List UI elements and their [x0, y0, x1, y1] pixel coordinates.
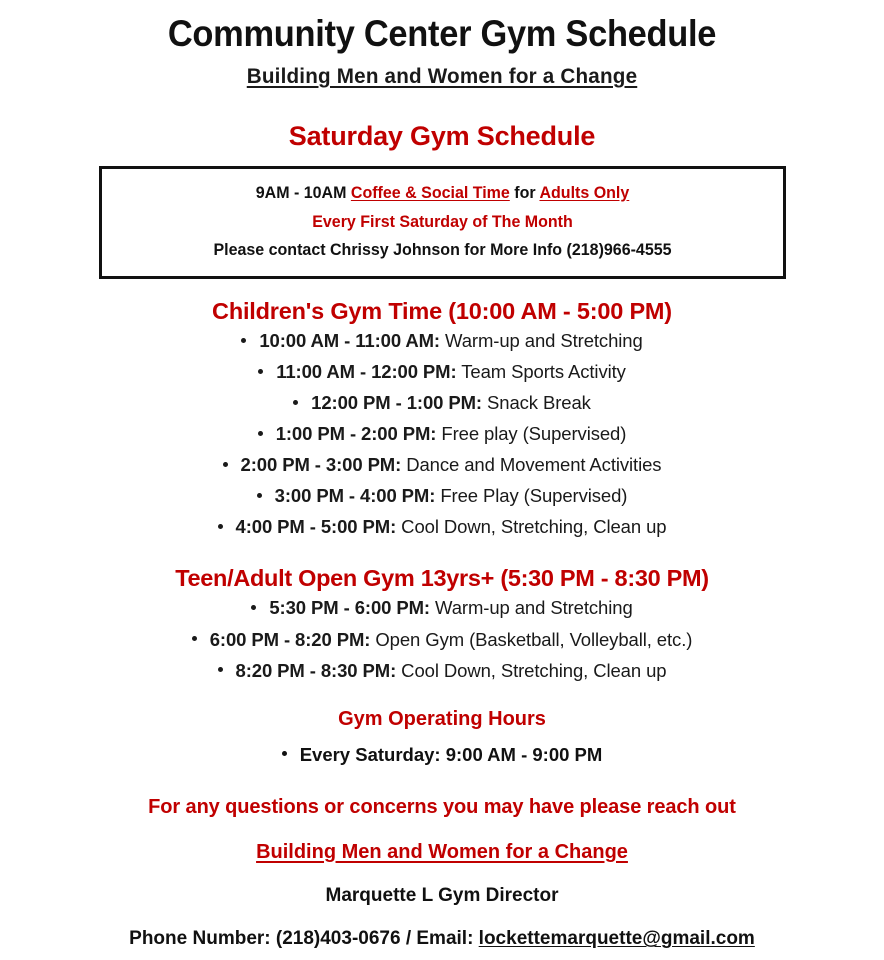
item-desc: Free play (Supervised): [436, 423, 627, 445]
item-desc: Cool Down, Stretching, Clean up: [396, 516, 667, 538]
item-time: 3:00 PM - 4:00 PM:: [274, 485, 436, 507]
email-link[interactable]: lockettemarquette@gmail.com: [478, 928, 755, 950]
bullet-icon: [218, 524, 223, 529]
item-desc: Warm-up and Stretching: [429, 597, 633, 619]
item-desc: Free Play (Supervised): [435, 485, 628, 507]
saturday-schedule-heading: Saturday Gym Schedule: [288, 120, 596, 151]
children-schedule-list: [0, 325, 884, 543]
operating-hours-heading: Gym Operating Hours: [338, 707, 546, 730]
item-desc: Open Gym (Basketball, Volleyball, etc.): [370, 628, 693, 650]
for-text: for: [509, 184, 539, 202]
first-saturday-line: Every First Saturday of The Month: [311, 212, 573, 231]
list-item: [0, 624, 884, 655]
list-item: [0, 387, 884, 418]
list-item: [0, 449, 884, 480]
item-time: 6:00 PM - 8:20 PM:: [209, 628, 371, 650]
item-desc: Warm-up and Stretching: [440, 329, 643, 351]
bullet-icon: [218, 667, 223, 672]
list-item: [0, 592, 884, 623]
operating-hours-line: [0, 731, 884, 768]
bullet-icon: [251, 605, 256, 610]
contact-line: [0, 907, 884, 951]
bullet-icon: [258, 431, 263, 436]
coffee-social-link[interactable]: Coffee & Social Time: [350, 184, 510, 202]
list-item: [0, 356, 884, 387]
page-subtitle: Building Men and Women for a Change: [246, 63, 638, 88]
item-time: 12:00 PM - 1:00 PM:: [311, 392, 482, 414]
item-desc: Team Sports Activity: [456, 360, 626, 382]
list-item: [0, 325, 884, 356]
item-desc: Cool Down, Stretching, Clean up: [396, 659, 667, 681]
teen-adult-schedule-list: [0, 592, 884, 685]
item-time: 4:00 PM - 5:00 PM:: [235, 516, 397, 538]
bullet-icon: [293, 400, 298, 405]
bullet-icon: [257, 493, 262, 498]
item-time: 11:00 AM - 12:00 PM:: [276, 360, 457, 382]
list-item: [0, 418, 884, 449]
list-item: [0, 655, 884, 686]
item-time: 1:00 PM - 2:00 PM:: [275, 423, 437, 445]
coffee-social-line: [119, 179, 764, 208]
footer-tagline: Building Men and Women for a Change: [256, 840, 628, 863]
coffee-time-text: 9AM - 10AM: [255, 184, 351, 202]
operating-hours-text: Every Saturday: 9:00 AM - 9:00 PM: [299, 743, 603, 765]
saturday-info-box: [99, 166, 786, 279]
phone-text: Phone Number: (218)403-0676 / Email:: [129, 928, 479, 950]
item-time: 10:00 AM - 11:00 AM:: [259, 329, 440, 351]
list-item: [0, 511, 884, 542]
bullet-icon: [258, 369, 263, 374]
children-gym-heading: Children's Gym Time (10:00 AM - 5:00 PM): [212, 297, 672, 324]
item-time: 8:20 PM - 8:30 PM:: [235, 659, 397, 681]
bullet-icon: [223, 462, 228, 467]
bullet-icon: [282, 751, 287, 756]
questions-line: For any questions or concerns you may have please reach out: [148, 795, 736, 818]
contact-chrissy-line: Please contact Chrissy Johnson for More Info (218)966-4555: [212, 241, 672, 260]
item-time: 5:30 PM - 6:00 PM:: [269, 597, 430, 619]
director-name: Marquette L Gym Director: [325, 884, 559, 906]
list-item: [0, 480, 884, 511]
item-desc: Snack Break: [482, 392, 591, 414]
page-title: Community Center Gym Schedule: [167, 13, 717, 54]
teen-adult-gym-heading: Teen/Adult Open Gym 13yrs+ (5:30 PM - 8:30 PM): [175, 565, 709, 592]
item-desc: Dance and Movement Activities: [401, 454, 662, 476]
adults-only-link[interactable]: Adults Only: [538, 184, 629, 202]
bullet-icon: [241, 338, 246, 343]
item-time: 2:00 PM - 3:00 PM:: [240, 454, 402, 476]
bullet-icon: [192, 636, 197, 641]
